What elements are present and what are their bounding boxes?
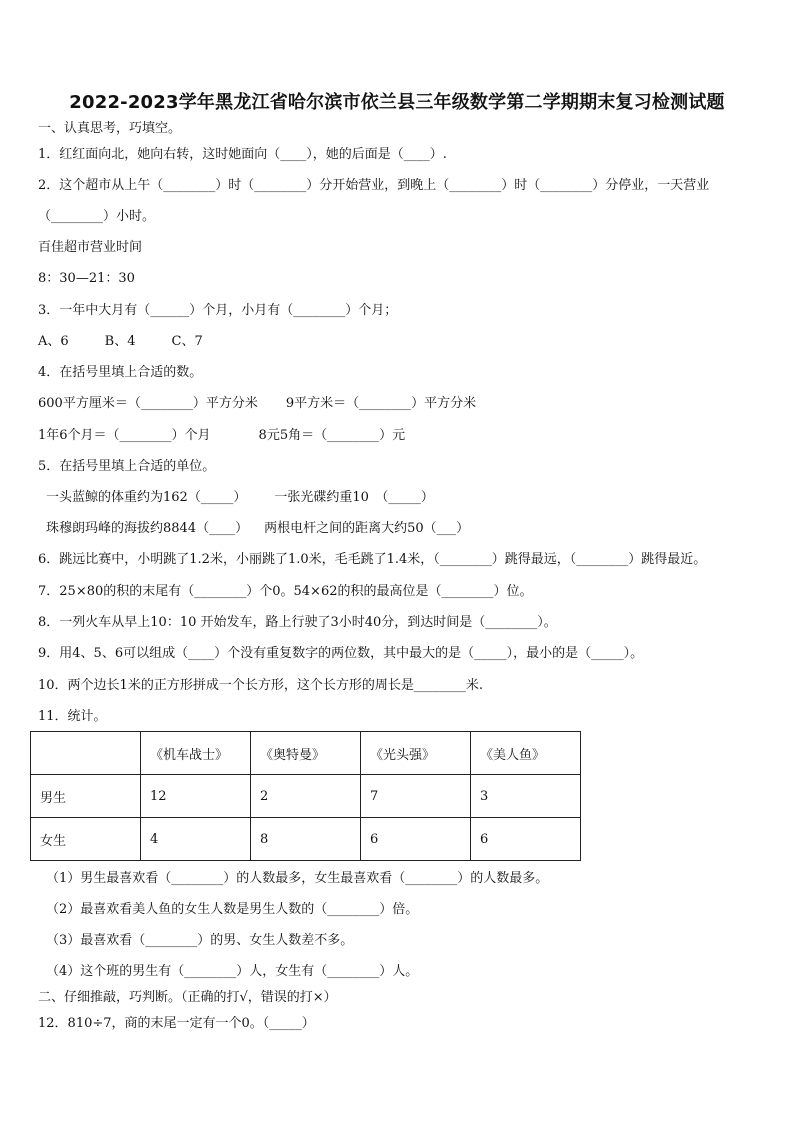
question-5a: 一头蓝鲸的体重约为162（_____） [46, 490, 247, 505]
question-12: 12．810÷7，商的末尾一定有一个0。（_____） [38, 1016, 315, 1031]
option-c: C、7 [171, 334, 203, 349]
section-2-heading: 二、仔细推敲，巧判断。（正确的打√，错误的打×） [38, 990, 337, 1005]
question-11-part-4: （4）这个班的男生有（________）人，女生有（________）人。 [46, 964, 419, 979]
table-cell: 2 [251, 775, 361, 818]
question-5: 5．在括号里填上合适的单位。 [38, 459, 216, 474]
question-8: 8．一列火车从早上10：10 开始发车，路上行驶了3小时40分，到达时间是（________）。 [38, 615, 557, 630]
table-header-cell: 《机车战士》 [141, 732, 251, 775]
option-b: B、4 [104, 334, 136, 349]
section-1-heading: 一、认真思考，巧填空。 [38, 121, 182, 136]
statistics-table [30, 731, 581, 861]
page-title: 2022-2023学年黑龙江省哈尔滨市依兰县三年级数学第二学期期末复习检测试题 [69, 92, 725, 113]
question-4b: 9平方米＝（________）平方分米 [285, 396, 477, 411]
question-3-options [38, 333, 203, 351]
table-header-cell: 《奥特曼》 [251, 732, 361, 775]
question-5c: 珠穆朗玛峰的海拔约8844（____） [46, 521, 249, 536]
question-5-row-2 [46, 520, 469, 538]
question-11-part-1: （1）男生最喜欢看（________）的人数最多，女生最喜欢看（________）的人数最多。 [46, 871, 549, 886]
table-header-cell [31, 732, 141, 775]
table-cell: 12 [141, 775, 251, 818]
question-3: 3．一年中大月有（______）个月，小月有（________）个月； [38, 303, 398, 318]
question-10: 10．两个边长1米的正方形拼成一个长方形，这个长方形的周长是________米. [38, 678, 483, 693]
table-cell: 7 [361, 775, 471, 818]
question-5-row-1 [46, 489, 434, 507]
table-header-cell: 《光头强》 [361, 732, 471, 775]
question-1: 1．红红面向北，她向右转，这时她面向（____），她的后面是（____）. [38, 147, 447, 162]
table-cell: 6 [361, 818, 471, 861]
table-cell: 女生 [31, 818, 141, 861]
question-4a: 600平方厘米＝（________）平方分米 [38, 396, 258, 411]
question-11: 11．统计。 [38, 709, 107, 724]
option-a: A、6 [38, 334, 69, 349]
question-4: 4．在括号里填上合适的数。 [38, 365, 203, 380]
question-4-row-1 [38, 395, 476, 413]
table-cell: 男生 [31, 775, 141, 818]
question-9: 9．用4、5、6可以组成（____）个没有重复数字的两位数，其中最大的是（_____），最小的是（_____）。 [38, 646, 644, 661]
question-4d: 8元5角＝（________）元 [258, 428, 406, 443]
question-2-sign-title: 百佳超市营业时间 [38, 240, 143, 255]
table-cell: 8 [251, 818, 361, 861]
question-5b: 一张光碟约重10 （_____） [274, 490, 434, 505]
table-header-row [31, 732, 581, 775]
question-4c: 1年6个月＝（________）个月 [38, 428, 211, 443]
question-6: 6．跳远比赛中，小明跳了1.2米，小丽跳了1.0米，毛毛跳了1.4米，（________）跳得最远，（________）跳得最近。 [38, 552, 707, 567]
question-11-part-3: （3）最喜欢看（________）的男、女生人数差不多。 [46, 933, 354, 948]
question-2-line-1: 2．这个超市从上午（________）时（________）分开始营业，到晚上（________）时（________）分停业，一天营业 [38, 178, 710, 193]
table-row [31, 818, 581, 861]
table-row [31, 775, 581, 818]
table-cell: 3 [471, 775, 581, 818]
question-5d: 两根电杆之间的距离大约50（___） [264, 521, 470, 536]
table-cell: 4 [141, 818, 251, 861]
question-4-row-2 [38, 427, 405, 445]
table-header-cell: 《美人鱼》 [471, 732, 581, 775]
question-2-line-2: （________）小时。 [38, 209, 156, 224]
question-11-part-2: （2）最喜欢看美人鱼的女生人数是男生人数的（________）倍。 [46, 902, 419, 917]
question-2-hours: 8：30—21：30 [38, 271, 135, 286]
table-cell: 6 [471, 818, 581, 861]
question-7: 7．25×80的积的末尾有（________）个0。54×62的积的最高位是（________）位。 [38, 584, 533, 599]
